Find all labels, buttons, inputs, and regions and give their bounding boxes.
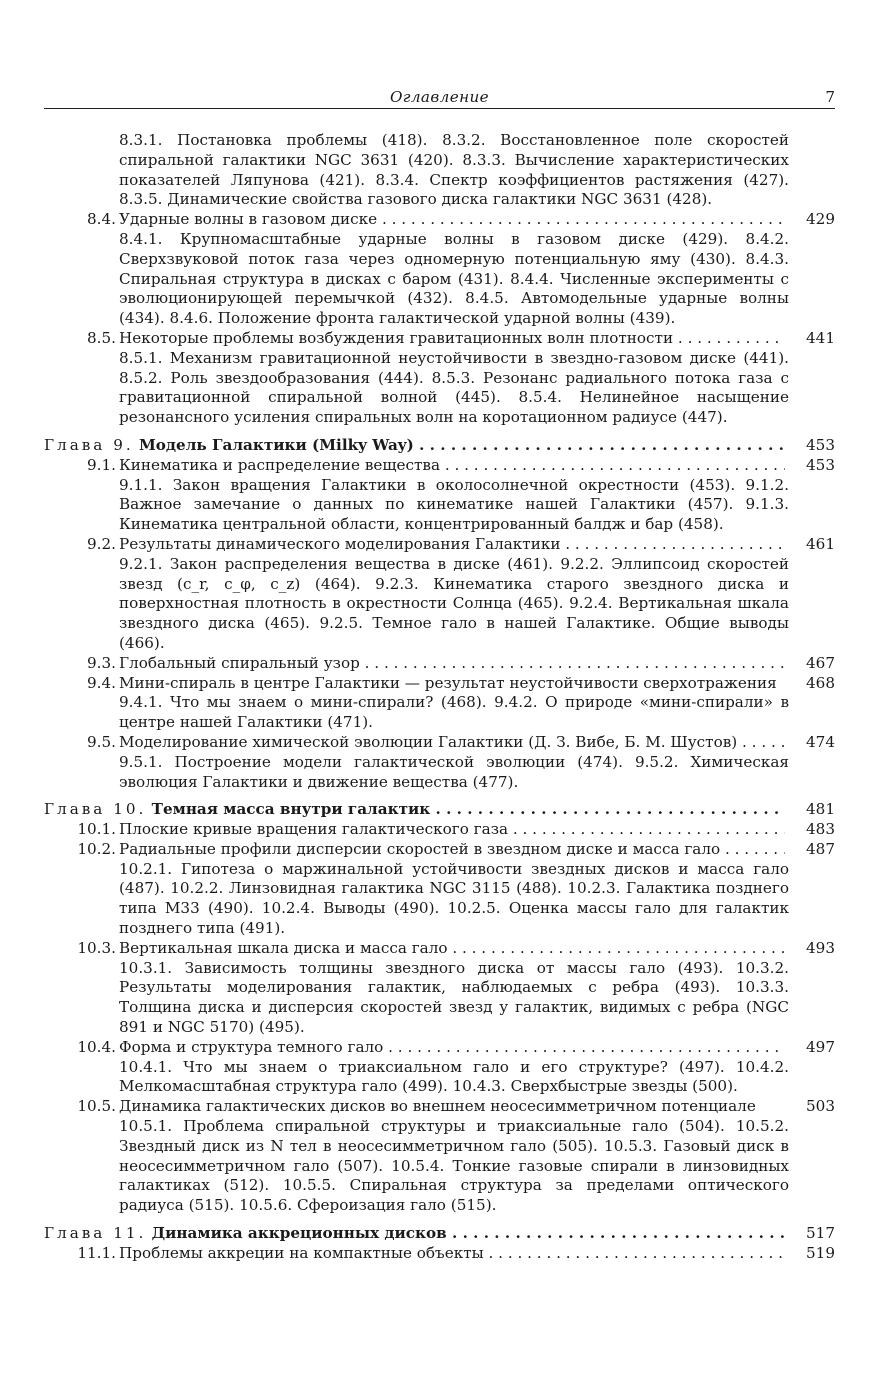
toc-entry-8-4[interactable] <box>44 210 835 230</box>
subsections-10-3: 10.3.1. Зависимость толщины звездного диска от массы гало (493). 10.3.2. Результаты моделирования галактик, наблюдаемых с ребра (493). 10.3.3. Толщина диска и дисперсия скоростей звезд у галактик, видимых с ребра (NGC 891 и NGC 5170) (495). <box>119 958 789 1037</box>
spacer <box>44 428 835 436</box>
subsections-9-5: 9.5.1. Построение модели галактической эволюции (474). 9.5.2. Химическая эволюция Галактики и движение вещества (477). <box>119 752 789 791</box>
chapter-label: Глава 11. <box>44 1224 147 1243</box>
section-number: 10.5. <box>77 1097 116 1116</box>
section-page: 519 <box>806 1243 835 1262</box>
section-number: 10.3. <box>77 938 116 957</box>
section-title: Форма и структура темного гало . . . <box>119 1038 785 1058</box>
section-page: 467 <box>806 653 835 672</box>
subsections-9-2: 9.2.1. Закон распределения вещества в диске (461). 9.2.2. Эллипсоид скоростей звезд (c_r, c_φ, c_z) (464). 9.2.3. Кинематика старого звездного диска и поверхностная плотность в окрестности Солнца (465). 9.2.4. Вертикальная шкала звездного диска (465). 9.2.5. Темное гало в нашей Галактике. Общие выводы (466). <box>119 554 789 652</box>
chapter-label: Глава 10. <box>44 800 147 819</box>
toc-chapter-11[interactable] <box>44 1224 835 1244</box>
toc-entry-8-5[interactable] <box>44 329 835 349</box>
toc-chapter-9[interactable] <box>44 436 835 456</box>
section-title: Проблемы аккреции на компактные объекты . . . <box>119 1244 785 1264</box>
section-title: Результаты динамического моделирования Галактики . . . <box>119 535 785 555</box>
toc-entry-9-4[interactable] <box>44 674 835 694</box>
subsections-10-2: 10.2.1. Гипотеза о маржинальной устойчивости звездных дисков и масса гало (487). 10.2.2. Линзовидная галактика NGC 3115 (488). 10.2.3. Галактика позднего типа M33 (490). 10.2.4. Выводы (490). 10.2.5. Оценка массы гало для галактик позднего типа (491). <box>119 859 789 938</box>
section-page: 429 <box>806 210 835 229</box>
chapter-title: Динамика аккреционных дисков <box>151 1224 447 1243</box>
section-title: Мини-спираль в центре Галактики — результат неустойчивости сверхотражения <box>119 673 777 692</box>
subsections-9-1: 9.1.1. Закон вращения Галактики в околосолнечной окрестности (453). 9.1.2. Важное замечание о данных по кинематике нашей Галактики (457). 9.1.3. Кинематика центральной области, концентрированный балдж и бар (458). <box>119 475 789 534</box>
toc-entry-10-2[interactable] <box>44 840 835 860</box>
section-number: 10.1. <box>77 820 116 839</box>
section-page: 441 <box>806 328 835 347</box>
section-page: 483 <box>806 820 835 839</box>
section-page: 474 <box>806 732 835 751</box>
toc-entry-10-3[interactable] <box>44 939 835 959</box>
toc-entry-10-5[interactable] <box>44 1097 835 1117</box>
spacer <box>44 1216 835 1224</box>
section-number: 8.5. <box>87 328 116 347</box>
section-title: Кинематика и распределение вещества . . . <box>119 456 785 476</box>
section-title: Ударные волны в газовом диске . . . <box>119 210 785 230</box>
toc-entry-10-1[interactable] <box>44 820 835 840</box>
toc-entry-9-2[interactable] <box>44 535 835 555</box>
section-title: Плоские кривые вращения галактического газа . . . <box>119 820 785 840</box>
table-of-contents <box>44 131 835 1264</box>
header-title: Оглавление <box>389 88 490 106</box>
chapter-title: Модель Галактики (Milky Way) <box>138 435 414 454</box>
section-title: Глобальный спиральный узор . . . <box>119 654 785 674</box>
section-page: 487 <box>806 839 835 858</box>
subsections-10-4: 10.4.1. Что мы знаем о триаксиальном гало и его структуре? (497). 10.4.2. Мелкомасштабная структура гало (499). 10.4.3. Сверхбыстрые звезды (500). <box>119 1057 789 1096</box>
subsections-8-3: 8.3.1. Постановка проблемы (418). 8.3.2. Восстановленное поле скоростей спиральной галактики NGC 3631 (420). 8.3.3. Вычисление характеристических показателей Ляпунова (421). 8.3.4. Спектр коэффициентов растяжения (427). 8.3.5. Динамические свойства газового диска галактики NGC 3631 (428). <box>119 131 789 209</box>
section-title: Вертикальная шкала диска и масса гало . . . <box>119 939 785 959</box>
section-page: 453 <box>806 455 835 474</box>
toc-entry-10-4[interactable] <box>44 1038 835 1058</box>
section-number: 10.2. <box>77 839 116 858</box>
section-number: 11.1. <box>77 1243 116 1262</box>
toc-chapter-10[interactable] <box>44 800 835 820</box>
chapter-title: Темная масса внутри галактик <box>151 800 431 819</box>
toc-entry-9-3[interactable] <box>44 654 835 674</box>
section-title: Динамика галактических дисков во внешнем неосесимметричном потенциале <box>119 1097 756 1116</box>
section-title: Моделирование химической эволюции Галактики (Д. З. Вибе, Б. М. Шустов) . . . <box>119 733 785 753</box>
section-page: 468 <box>806 673 835 692</box>
chapter-page: 481 <box>806 800 835 819</box>
section-page: 503 <box>806 1097 835 1116</box>
subsections-8-4: 8.4.1. Крупномасштабные ударные волны в газовом диске (429). 8.4.2. Сверхзвуковой поток газа через одномерную потенциальную яму (430). 8.4.3. Спиральная структура в дисках с баром (431). 8.4.4. Численные эксперименты с эволюционирующей перемычкой (432). 8.4.5. Автомодельные ударные волны (434). 8.4.6. Положение фронта галактической ударной волны (439). <box>119 229 789 328</box>
running-header <box>44 86 835 109</box>
toc-entry-9-5[interactable] <box>44 733 835 753</box>
section-page: 493 <box>806 938 835 957</box>
section-title: Радиальные профили дисперсии скоростей в звездном диске и масса гало . . . <box>119 840 785 860</box>
page-number: 7 <box>825 88 835 106</box>
section-number: 8.4. <box>87 210 116 229</box>
subsections-8-5: 8.5.1. Механизм гравитационной неустойчивости в звездно-газовом диске (441). 8.5.2. Роль звездообразования (444). 8.5.3. Резонанс радиального потока газа с гравитационной спиральной волной (445). 8.5.4. Нелинейное насыщение резонансного усиления спиральных волн на коротационном радиусе (447). <box>119 348 789 427</box>
chapter-page: 517 <box>806 1224 835 1243</box>
section-number: 9.5. <box>87 732 116 751</box>
section-number: 9.4. <box>87 673 116 692</box>
chapter-page: 453 <box>806 435 835 454</box>
section-number: 9.2. <box>87 534 116 553</box>
section-page: 497 <box>806 1037 835 1056</box>
section-number: 9.1. <box>87 455 116 474</box>
section-page: 461 <box>806 534 835 553</box>
spacer <box>44 792 835 800</box>
subsections-9-4: 9.4.1. Что мы знаем о мини-спирали? (468). 9.4.2. О природе «мини-спирали» в центре нашей Галактики (471). <box>119 693 789 732</box>
toc-entry-11-1[interactable] <box>44 1244 835 1264</box>
subsections-10-5: 10.5.1. Проблема спиральной структуры и триаксиальные гало (504). 10.5.2. Звездный диск из N тел в неосесимметричном гало (505). 10.5.3. Газовый диск в неосесимметричном гало (507). 10.5.4. Тонкие газовые спирали в линзовидных галактиках (512). 10.5.5. Спиральная структура за пределами оптического радиуса (515). 10.5.6. Сфероизация гало (515). <box>119 1117 789 1215</box>
section-title: Некоторые проблемы возбуждения гравитационных волн плотности . . . <box>119 329 785 349</box>
chapter-label: Глава 9. <box>44 435 134 454</box>
section-number: 9.3. <box>87 653 116 672</box>
toc-entry-9-1[interactable] <box>44 456 835 476</box>
section-number: 10.4. <box>77 1037 116 1056</box>
